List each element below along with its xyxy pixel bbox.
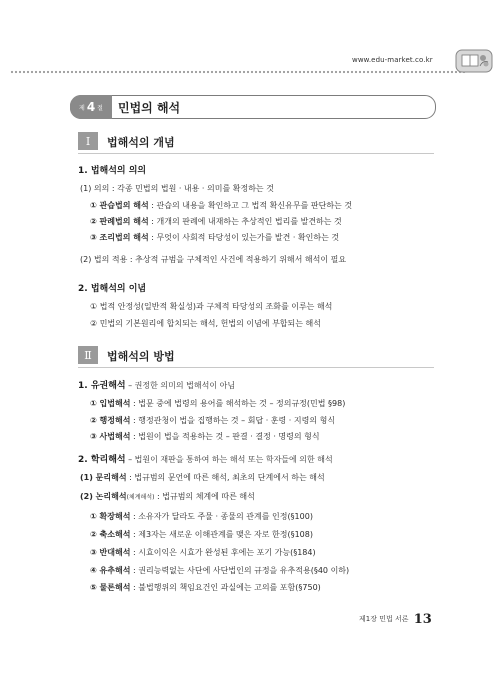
text-line: ② 민법의 기본원리에 합치되는 해석, 헌법의 이념에 부합되는 해석 (90, 319, 321, 328)
text-line: ② 판례법의 해석 : 개개의 판례에 내재하는 추상적인 법리를 발견하는 것 (90, 217, 342, 226)
site-url: www.edu-market.co.kr (352, 56, 433, 64)
text-line: (1) 문리해석 : 법규범의 문언에 따른 해석, 최초의 단계에서 하는 해석 (80, 473, 325, 482)
subheading: 2. 학리해석 – 법원이 재판을 통하여 하는 해석 또는 학자들에 의한 해석 (78, 455, 333, 465)
part-divider (78, 153, 434, 154)
part-title: 법해석의 개념 (107, 136, 175, 149)
subheading: 1. 법해석의 의의 (78, 166, 147, 176)
text-line: ② 축소해석 : 제3자는 새로운 이해관계를 맺은 자로 한정(§108) (90, 530, 313, 539)
page-number: 13 (413, 612, 432, 627)
part-title: 법해석의 방법 (107, 350, 175, 363)
subheading: 2. 법해석의 이념 (78, 284, 147, 294)
page-footer (359, 612, 432, 627)
part-divider (78, 367, 434, 368)
text-line: ① 법적 안정성(일반적 확실성)과 구체적 타당성의 조화를 이루는 해석 (90, 302, 333, 311)
text-line: (2) 논리해석(체계해석) : 법규범의 체계에 따른 해석 (80, 492, 255, 501)
text-line: (2) 법의 적용 : 추상적 규범을 구체적인 사건에 적용하기 위해서 해석이 필요 (80, 255, 347, 264)
text-line: ③ 사법해석 : 법원이 법을 적용하는 것 – 판결 · 결정 · 명령의 형식 (90, 432, 320, 441)
text-line: (1) 의의 : 각종 민법의 법원 · 내용 · 의미를 확정하는 것 (80, 184, 274, 193)
subheading: 1. 유권해석 – 권정한 의미의 법해석이 아님 (78, 381, 236, 391)
text-line: ③ 반대해석 : 시효이익은 시효가 완성된 후에는 포기 가능(§184) (90, 548, 316, 557)
section-number-tab: 제 4 절 (70, 95, 112, 119)
text-line: ⑤ 물론해석 : 불법행위의 책임요건인 과실에는 고의를 포함(§750) (90, 583, 321, 592)
part-numeral: Ⅰ (78, 132, 98, 150)
part-numeral: Ⅱ (78, 346, 98, 364)
text-line: ③ 조리법의 해석 : 무엇이 사회적 타당성이 있는가를 발견 · 확인하는 것 (90, 233, 340, 242)
text-line: ① 관습법의 해석 : 관습의 내용을 확인하고 그 법적 확신유무를 판단하는 것 (90, 201, 353, 210)
text-line: ④ 유추해석 : 권리능력없는 사단에 사단법인의 규정을 유추적용(§40 이하) (90, 566, 350, 575)
dotted-rule (10, 69, 468, 75)
section-title: 민법의 해석 (118, 101, 181, 115)
text-line: ① 입법해석 : 법문 중에 법령의 용어를 해석하는 것 – 정의규정(민법 §98) (90, 399, 346, 408)
chapter-label: 제1장 민법 서론 (359, 615, 409, 623)
text-line: ② 행정해석 : 행정관청이 법을 집행하는 것 – 회답 · 훈령 · 지령의 형식 (90, 416, 336, 425)
text-line: ① 확장해석 : 소유자가 달라도 주물 · 종물의 관계를 인정(§100) (90, 512, 313, 521)
section-number: 4 (86, 100, 96, 114)
book-flower-icon (452, 46, 496, 76)
